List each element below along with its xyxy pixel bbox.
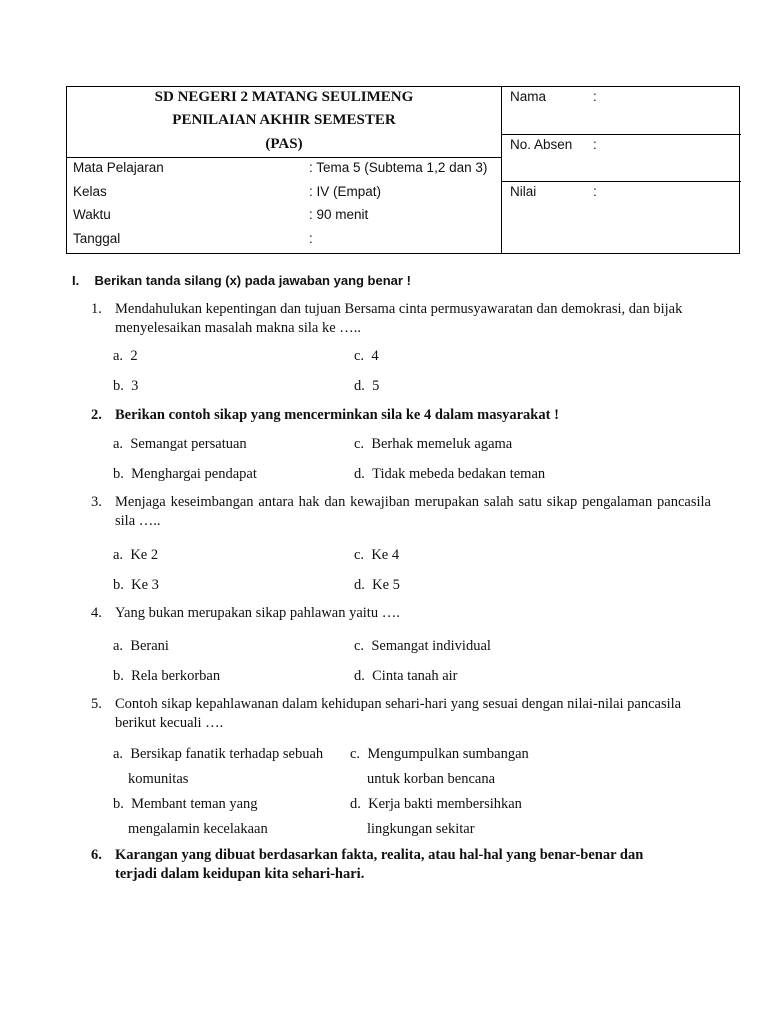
- option-4b[interactable]: b. Rela berkorban: [113, 668, 221, 684]
- name-colon: :: [593, 89, 597, 104]
- time-label: Waktu: [73, 207, 111, 222]
- name-label: Nama: [510, 89, 547, 104]
- option-5b[interactable]: b. Membant teman yang: [113, 796, 258, 812]
- table-divider-vertical: [501, 87, 502, 253]
- question-number: 4.: [91, 605, 102, 621]
- option-4c[interactable]: c. Semangat individual: [354, 638, 491, 654]
- option-4d[interactable]: d. Cinta tanah air: [354, 668, 458, 684]
- question-6: [91, 846, 687, 886]
- exam-abbreviation: (PAS): [265, 136, 303, 152]
- question-2: [91, 406, 711, 426]
- option-5a-continuation: komunitas: [128, 771, 189, 787]
- question-text: Contoh sikap kepahlawanan dalam kehidupan sehari-hari yang sesuai dengan nilai-nilai pancasila berikut kecuali ….: [115, 696, 682, 731]
- option-2d[interactable]: d. Tidak mebeda bedakan teman: [354, 466, 546, 482]
- date-label: Tanggal: [73, 231, 121, 246]
- class-value: : IV (Empat): [309, 184, 382, 199]
- question-text: Karangan yang dibuat berdasarkan fakta, realita, atau hal-hal yang benar-benar dan terjadi dalam keidupan kita sehari-hari.: [115, 847, 644, 882]
- time-value: : 90 menit: [309, 207, 369, 222]
- option-5c[interactable]: c. Mengumpulkan sumbangan: [350, 746, 529, 762]
- question-5: [91, 695, 683, 735]
- question-number: 3.: [91, 494, 102, 510]
- question-number: 5.: [91, 696, 102, 712]
- question-text: Yang bukan merupakan sikap pahlawan yaitu ….: [115, 605, 400, 621]
- section-instruction: [72, 273, 411, 288]
- option-1b[interactable]: b. 3: [113, 378, 139, 394]
- option-5b-continuation: mengalamin kecelakaan: [128, 821, 268, 837]
- subject-label: Mata Pelajaran: [73, 160, 164, 175]
- instruction-text: Berikan tanda silang (x) pada jawaban yang benar !: [94, 273, 411, 288]
- exam-title: PENILAIAN AKHIR SEMESTER: [172, 112, 396, 128]
- option-3d[interactable]: d. Ke 5: [354, 577, 400, 593]
- question-number: 6.: [91, 847, 102, 863]
- question-text: Mendahulukan kepentingan dan tujuan Bersama cinta permusyawaratan dan demokrasi, dan bijak menyelesaikan masalah makna sila ke …..: [115, 301, 683, 336]
- score-label: Nilai: [510, 184, 537, 199]
- section-roman-numeral: I.: [72, 273, 80, 288]
- absence-number-label: No. Absen: [510, 137, 573, 152]
- option-4a[interactable]: a. Berani: [113, 638, 169, 654]
- option-5d-continuation: lingkungan sekitar: [367, 821, 475, 837]
- question-number: 1.: [91, 301, 102, 317]
- option-2c[interactable]: c. Berhak memeluk agama: [354, 436, 513, 452]
- option-3a[interactable]: a. Ke 2: [113, 547, 159, 563]
- question-3: [91, 493, 711, 533]
- question-number: 2.: [91, 407, 102, 423]
- header-table: [66, 86, 740, 254]
- option-5c-continuation: untuk korban bencana: [367, 771, 496, 787]
- table-divider-right-1: [501, 134, 741, 135]
- score-colon: :: [593, 184, 597, 199]
- class-label: Kelas: [73, 184, 107, 199]
- absence-number-colon: :: [593, 137, 597, 152]
- subject-value: : Tema 5 (Subtema 1,2 dan 3): [309, 160, 488, 175]
- question-4: [91, 604, 711, 624]
- option-3b[interactable]: b. Ke 3: [113, 577, 159, 593]
- option-1a[interactable]: a. 2: [113, 348, 138, 364]
- date-value: :: [309, 231, 313, 246]
- question-text: Berikan contoh sikap yang mencerminkan sila ke 4 dalam masyarakat !: [115, 407, 559, 423]
- option-1c[interactable]: c. 4: [354, 348, 379, 364]
- school-name: SD NEGERI 2 MATANG SEULIMENG: [154, 89, 414, 105]
- question-1: [91, 300, 711, 340]
- table-divider-right-2: [501, 181, 741, 182]
- question-text: Menjaga keseimbangan antara hak dan kewajiban merupakan salah satu sikap pengalaman pancasila sila …..: [115, 494, 711, 529]
- option-1d[interactable]: d. 5: [354, 378, 380, 394]
- table-divider-left: [67, 157, 501, 158]
- option-2b[interactable]: b. Menghargai pendapat: [113, 466, 257, 482]
- option-5d[interactable]: d. Kerja bakti membersihkan: [350, 796, 522, 812]
- option-5a[interactable]: a. Bersikap fanatik terhadap sebuah: [113, 746, 324, 762]
- option-2a[interactable]: a. Semangat persatuan: [113, 436, 247, 452]
- option-3c[interactable]: c. Ke 4: [354, 547, 400, 563]
